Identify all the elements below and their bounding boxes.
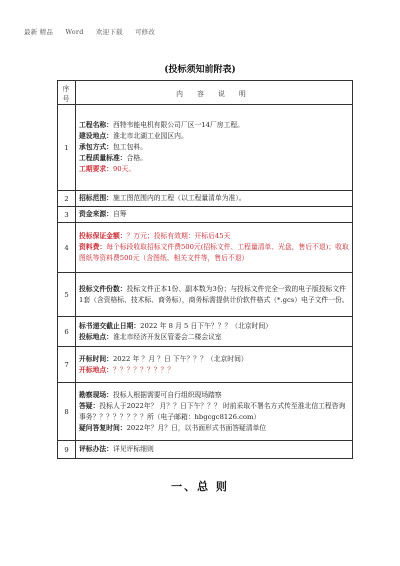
field-value: 投标文件正本1份、副本数为3份；与投标文件完全一致的电子版投标文件1套（含资格标、技术标、商务标），商务标需提供计价软件格式（*.gcs）电子文件一份。 — [79, 284, 349, 304]
field-label: 勘察现场： — [79, 390, 113, 399]
header-tag: 最新 精品 — [24, 28, 54, 36]
column-header-content: 内 容 说 明 — [76, 81, 353, 105]
header-tag: Word — [65, 28, 84, 36]
field-value: 每个标段收取招标文件费500元(招标文件、工程量清单、光盘，售后不退)；收取图纸等资料费500元（含图纸、相关文件等，售后不退） — [79, 243, 349, 262]
row-number: 4 — [58, 223, 76, 273]
row-number: 7 — [58, 347, 76, 383]
content-line — [79, 153, 349, 164]
content-line — [79, 354, 349, 365]
row-content — [76, 383, 353, 441]
page-header-strip — [24, 27, 165, 36]
row-number: 3 — [58, 207, 76, 223]
content-line — [79, 242, 349, 264]
content-line — [79, 365, 349, 376]
content-line — [79, 209, 349, 220]
table-row — [58, 273, 353, 317]
row-content — [76, 317, 353, 347]
header-tag: 可修改 — [134, 28, 156, 36]
field-value: 施工图范围内的工程（以工程量清单为准）。 — [112, 194, 246, 202]
field-label: 工程质量标准： — [79, 154, 127, 162]
field-label: 投标文件份数： — [79, 284, 127, 293]
table-row — [58, 191, 353, 207]
field-label: 资金来源： — [79, 210, 113, 218]
row-content — [76, 105, 353, 191]
field-label: 承包方式： — [79, 143, 113, 151]
content-line — [79, 131, 349, 142]
field-label: 投标地点： — [79, 332, 113, 341]
field-value: 2022 年 8 月 5 日下午？？？（北京时间） — [140, 321, 273, 330]
content-line — [79, 390, 349, 401]
row-content — [76, 207, 353, 223]
field-label: 疑问答复时间： — [79, 423, 127, 432]
field-value: 淮北市经济开发区管委会二楼会议室 — [112, 332, 222, 341]
field-value: 投标人于2022年？ 月？？日下午？？？ 时前采取不署名方式传至淮北信工程咨询事务？？？？？？？？所（电子邮箱：hbgcgc8126.com） — [79, 401, 346, 421]
field-value: 合格。 — [126, 154, 147, 162]
row-number: 8 — [58, 383, 76, 441]
table-row — [58, 441, 353, 459]
field-value: ？万元；投标有效期：开标后45天 — [126, 232, 231, 240]
field-label: 答疑： — [79, 401, 100, 410]
field-value: 投标人根据需要可自行组织现场踏察 — [112, 390, 222, 399]
field-label: 开标时间： — [79, 354, 113, 363]
section-heading: 一、总 则 — [171, 480, 229, 493]
document-title: (投标须知前附表) — [164, 65, 236, 75]
row-number: 1 — [58, 105, 76, 191]
table-row — [58, 207, 353, 223]
field-value: 西特韦能电机有限公司厂区一14厂房工程。 — [112, 121, 244, 129]
row-content — [76, 273, 353, 317]
field-label: 投标保证金额： — [79, 232, 127, 240]
table-row — [58, 383, 353, 441]
content-line — [79, 142, 349, 153]
table-row — [58, 223, 353, 273]
field-value: ？？？？？？？？？ — [112, 365, 175, 374]
field-label: 标书递交截止日期： — [79, 321, 141, 330]
content-line — [79, 423, 349, 434]
field-label: 工期要求： — [79, 165, 113, 173]
content-line — [79, 120, 349, 131]
field-value: 90天。 — [112, 165, 136, 173]
row-number: 6 — [58, 317, 76, 347]
field-value: 自筹 — [112, 210, 127, 218]
row-content — [76, 347, 353, 383]
header-tag: 欢迎下载 — [95, 28, 123, 36]
content-line — [79, 164, 349, 175]
field-label: 建设地点： — [79, 132, 113, 140]
content-line — [79, 444, 349, 455]
field-label: 招标范围： — [79, 194, 113, 202]
content-line — [79, 193, 349, 204]
field-label: 评标办法： — [79, 445, 113, 453]
row-content — [76, 441, 353, 459]
content-line — [79, 231, 349, 242]
field-value: 淮北市北湖工业园区内。 — [112, 132, 188, 140]
table-header-row — [58, 81, 353, 105]
content-line — [79, 401, 349, 423]
row-content — [76, 223, 353, 273]
column-header-number: 序号 — [58, 81, 76, 105]
field-value: 包工包料。 — [112, 143, 147, 151]
table-row — [58, 105, 353, 191]
field-value: 2022 年 ？月 ？日 下午？？？（北京时间） — [112, 354, 248, 363]
content-line — [79, 321, 349, 332]
field-label: 资料费： — [79, 243, 107, 251]
row-content — [76, 191, 353, 207]
table-row — [58, 317, 353, 347]
field-value: 详见评标细则 — [112, 445, 154, 453]
field-label: 工程名称： — [79, 121, 113, 129]
content-line — [79, 332, 349, 343]
table-row — [58, 347, 353, 383]
row-number: 2 — [58, 191, 76, 207]
field-value: 2022年？月？日，以书面形式书面答疑清单位 — [126, 423, 267, 432]
row-number: 5 — [58, 273, 76, 317]
bid-notice-table — [57, 80, 353, 459]
field-label: 开标地点： — [79, 365, 113, 374]
content-line — [79, 284, 349, 306]
row-number: 9 — [58, 441, 76, 459]
